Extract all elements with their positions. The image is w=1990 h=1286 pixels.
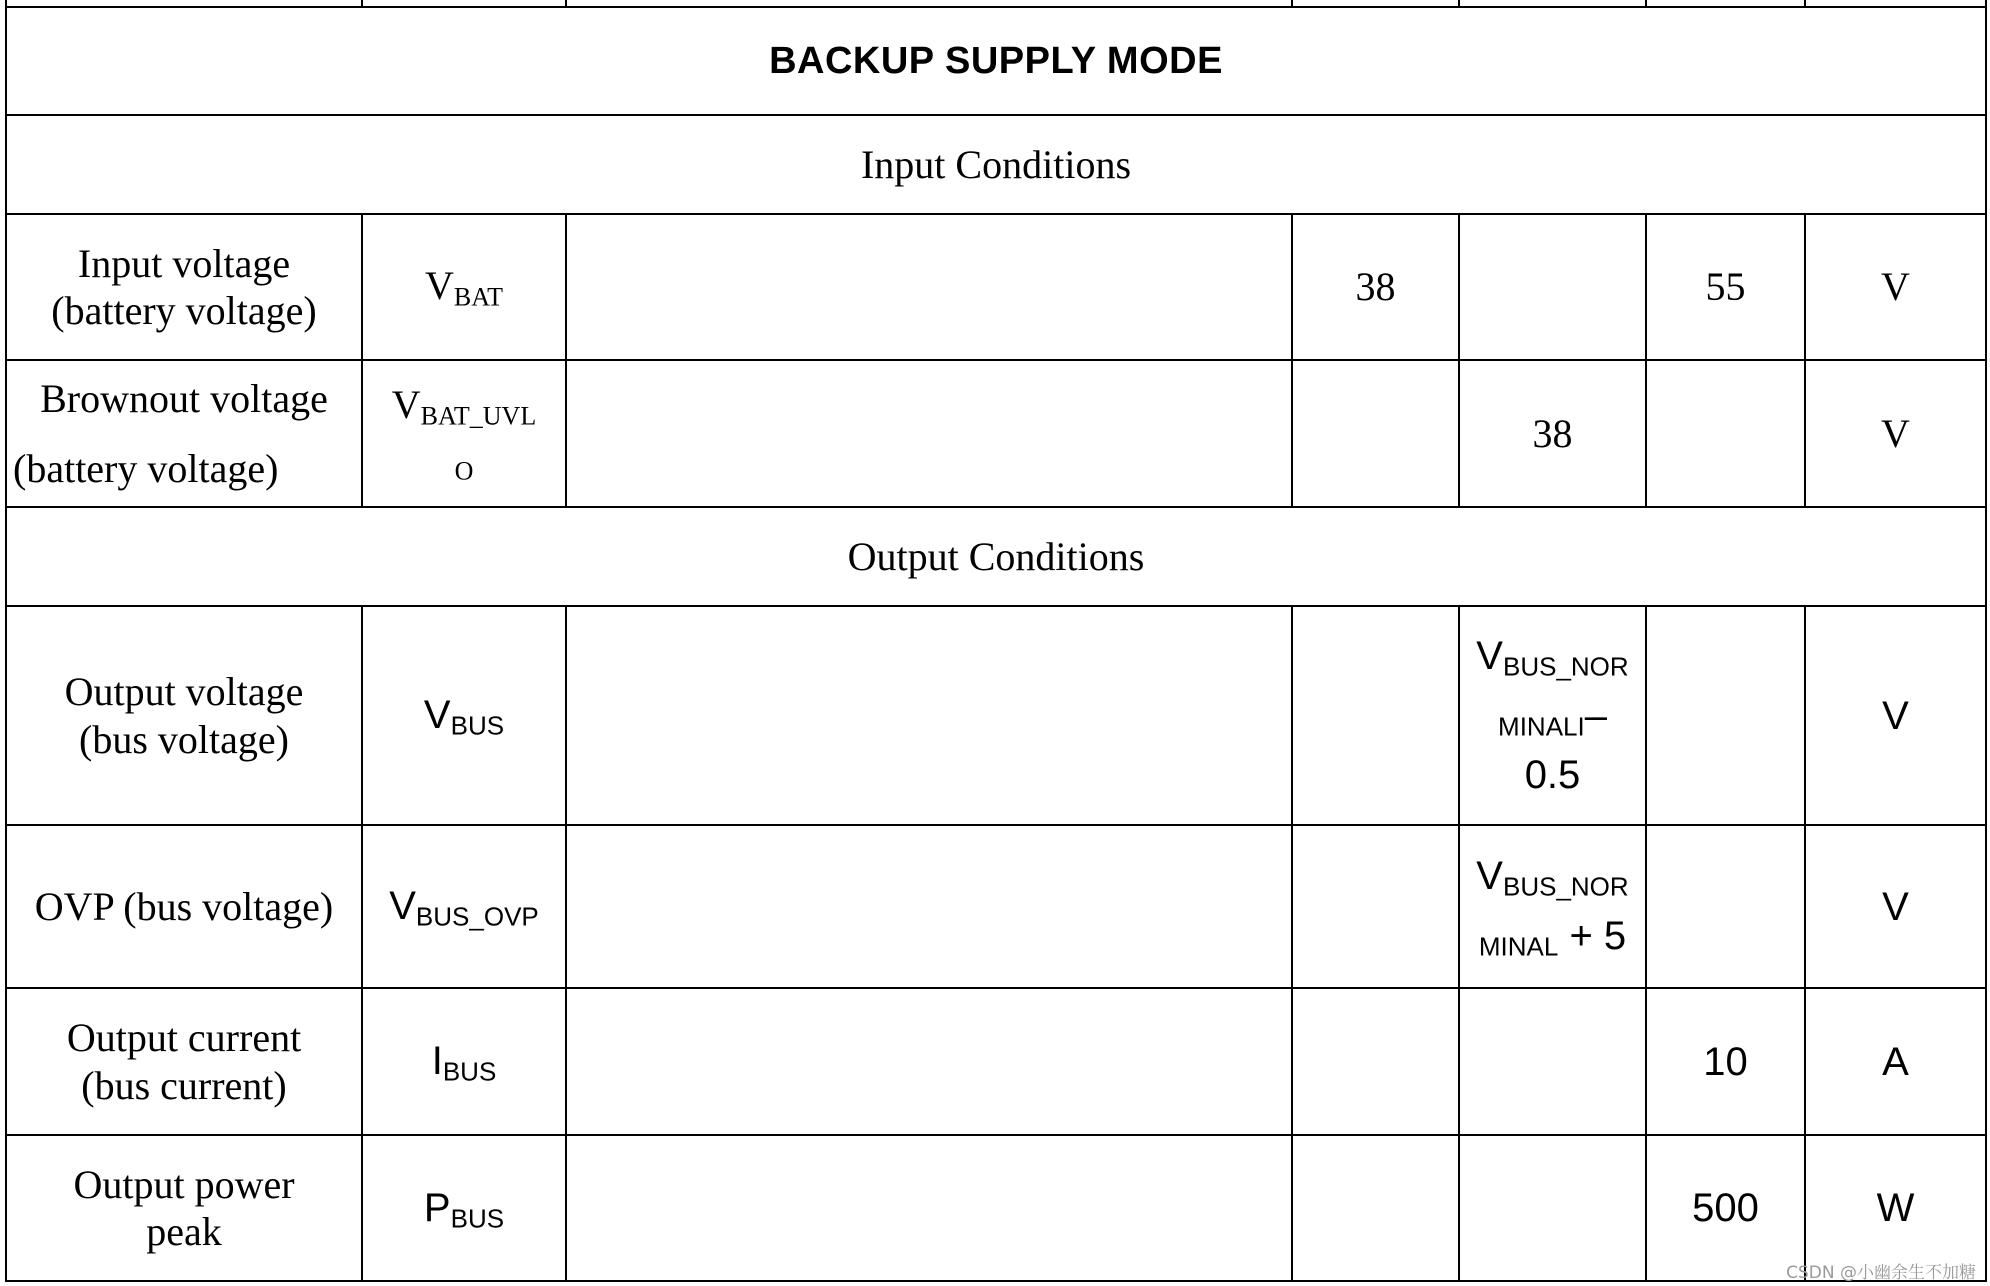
symbol-vbus-ovp: $V_{BUS\_OVP}$ (362, 825, 566, 988)
output-conditions-row (6, 507, 1986, 606)
min-value (1292, 360, 1459, 507)
symbol-vbat: $V_{BAT}$ (362, 214, 566, 360)
min-value (1292, 825, 1459, 988)
table-row (6, 1135, 1986, 1281)
param-output-voltage: Output voltage (bus voltage) (6, 606, 362, 825)
unit-value: A (1805, 988, 1986, 1135)
mode-title: BACKUP SUPPLY MODE (6, 7, 1986, 115)
output-conditions-heading: Output Conditions (6, 507, 1986, 606)
max-value: 55 (1646, 214, 1805, 360)
max-value (1646, 360, 1805, 507)
min-value: 38 (1292, 214, 1459, 360)
table-row (6, 988, 1986, 1135)
unit-value: V (1805, 606, 1986, 825)
unit-value: V (1805, 214, 1986, 360)
mode-title-row (6, 7, 1986, 115)
conditions-cell (566, 214, 1292, 360)
typ-value (1459, 214, 1646, 360)
max-value (1646, 825, 1805, 988)
conditions-cell (566, 988, 1292, 1135)
watermark: CSDN @小幽余生不加糖 (1786, 1263, 1976, 1283)
param-input-voltage: Input voltage (battery voltage) (6, 214, 362, 360)
input-conditions-heading: Input Conditions (6, 115, 1986, 214)
typ-value (1459, 988, 1646, 1135)
table-row (6, 214, 1986, 360)
typ-value: 38 (1459, 360, 1646, 507)
unit-value: V (1805, 825, 1986, 988)
backup-supply-spec-table (5, 0, 1987, 1282)
max-value: 500 (1646, 1135, 1805, 1281)
unit-value: V (1805, 360, 1986, 507)
min-value (1292, 988, 1459, 1135)
input-conditions-row (6, 115, 1986, 214)
param-output-current: Output current (bus current) (6, 988, 362, 1135)
conditions-cell (566, 1135, 1292, 1281)
min-value (1292, 1135, 1459, 1281)
table-row (6, 360, 1986, 507)
param-ovp: OVP (bus voltage) (6, 825, 362, 988)
conditions-cell (566, 825, 1292, 988)
symbol-ibus: $I_{BUS}$ (362, 988, 566, 1135)
param-brownout-voltage: Brownout voltage (battery voltage) (6, 360, 362, 507)
symbol-pbus: $P_{BUS}$ (362, 1135, 566, 1281)
param-output-power: Output power peak (6, 1135, 362, 1281)
typ-value: $V_{BUS\_NOR}$ $_{MINALI}$– 0.5 (1459, 606, 1646, 825)
typ-value (1459, 1135, 1646, 1281)
symbol-vbus: $V_{BUS}$ (362, 606, 566, 825)
table-row (6, 606, 1986, 825)
conditions-cell (566, 606, 1292, 825)
symbol-vbat-uvlo: $V_{BAT\_UVL}$ $_O$ (362, 360, 566, 507)
max-value (1646, 606, 1805, 825)
typ-value: $V_{BUS\_NOR}$ $_{MINAL}$ + 5 (1459, 825, 1646, 988)
table-top-stub-row (6, 0, 1986, 7)
max-value: 10 (1646, 988, 1805, 1135)
conditions-cell (566, 360, 1292, 507)
unit-value: W (1805, 1135, 1986, 1281)
min-value (1292, 606, 1459, 825)
table-row (6, 825, 1986, 988)
